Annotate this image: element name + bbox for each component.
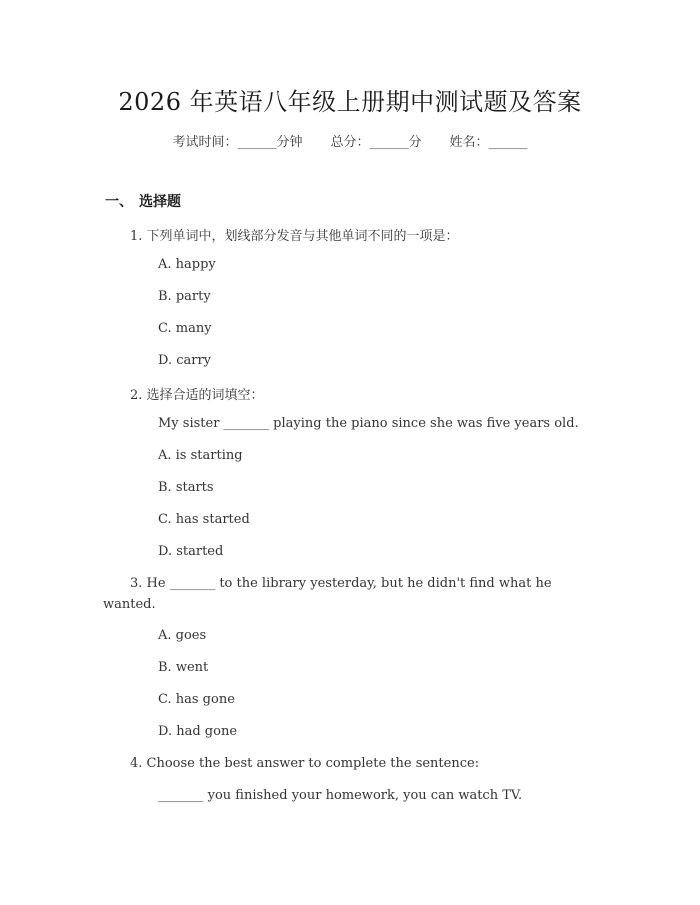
question-4-prompt: 4. Choose the best answer to complete the sentence: (130, 756, 480, 771)
question-3-option-a: A. goes (158, 628, 207, 643)
question-3-prompt-continued: wanted. (103, 597, 156, 612)
section-heading (105, 191, 181, 211)
question-3-option-c: C. has gone (158, 692, 235, 707)
total-score-field: 总分：______分 (330, 135, 422, 150)
section-title: 选择题 (139, 194, 181, 210)
question-2-option-d: D. started (158, 544, 224, 559)
question-1-option-a: A. happy (158, 257, 216, 272)
question-1-option-d: D. carry (158, 353, 212, 368)
exam-info (0, 131, 700, 150)
question-4-stem: _______ you finished your homework, you can watch TV. (158, 788, 523, 803)
question-2-option-c: C. has started (158, 512, 250, 527)
question-2-prompt: 2. 选择合适的词填空： (130, 388, 264, 403)
question-1-option-b: B. party (158, 289, 211, 304)
question-3-option-b: B. went (158, 660, 209, 675)
question-2-option-b: B. starts (158, 480, 214, 495)
question-2-stem: My sister _______ playing the piano since she was five years old. (158, 416, 579, 431)
question-3-prompt: 3. He _______ to the library yesterday, but he didn't find what he (130, 576, 552, 591)
question-1-option-c: C. many (158, 321, 212, 336)
question-2-option-a: A. is starting (158, 448, 243, 463)
section-number: 一、 (105, 194, 133, 210)
question-3-option-d: D. had gone (158, 724, 238, 739)
exam-time-field: 考试时间：______分钟 (172, 135, 303, 150)
page-title: 2026 年英语八年级上册期中测试题及答案 (118, 88, 582, 116)
student-name-field: 姓名：______ (449, 135, 528, 150)
question-1-prompt: 1. 下列单词中，划线部分发音与其他单词不同的一项是： (130, 229, 459, 244)
